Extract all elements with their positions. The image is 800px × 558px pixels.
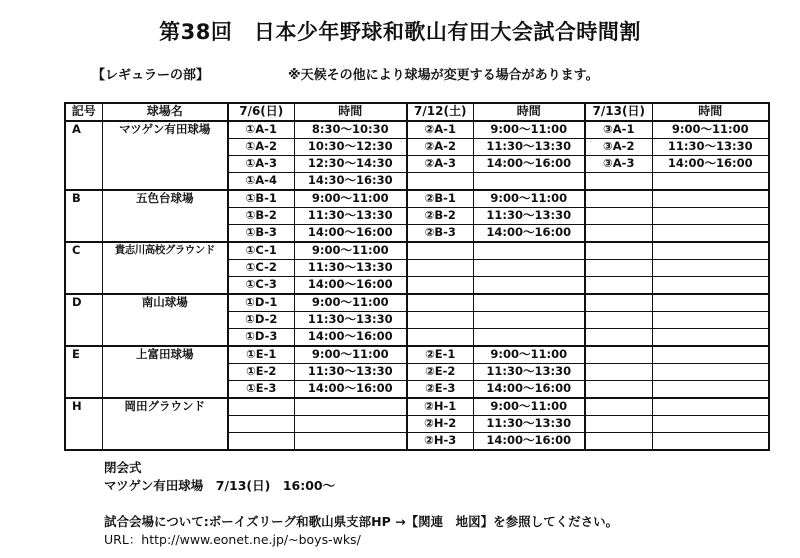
venue-code: E xyxy=(65,346,102,398)
game-1-time xyxy=(294,433,407,451)
game-3-time xyxy=(652,208,769,225)
game-3-id xyxy=(585,260,652,277)
game-2-id: ②B-2 xyxy=(407,208,473,225)
venue-note: 試合会場について:ボーイズリーグ和歌山県支部HP →【関連 地図】を参照してください。 xyxy=(104,514,619,529)
header-time-1: 時間 xyxy=(294,103,407,121)
game-3-id xyxy=(585,277,652,295)
game-3-time xyxy=(652,312,769,329)
game-1-id: ①A-2 xyxy=(228,139,294,156)
header-time-3: 時間 xyxy=(652,103,769,121)
game-3-time xyxy=(652,381,769,399)
game-3-time xyxy=(652,294,769,312)
game-1-time: 11:30～13:30 xyxy=(294,208,407,225)
game-2-time: 14:00～16:00 xyxy=(473,156,585,173)
game-1-id: ①E-3 xyxy=(228,381,294,399)
game-3-id: ③A-1 xyxy=(585,121,652,139)
game-1-id: ①C-3 xyxy=(228,277,294,295)
game-1-id: ①E-1 xyxy=(228,346,294,364)
game-1-id: ①A-3 xyxy=(228,156,294,173)
game-2-id xyxy=(407,277,473,295)
venue-name: 上富田球場 xyxy=(102,346,228,398)
game-3-time xyxy=(652,173,769,191)
game-2-time xyxy=(473,294,585,312)
game-3-id xyxy=(585,416,652,433)
game-2-id xyxy=(407,173,473,191)
game-2-time: 9:00～11:00 xyxy=(473,121,585,139)
header-date-2: 7/12(土) xyxy=(407,103,473,121)
venue-code: D xyxy=(65,294,102,346)
game-3-time xyxy=(652,242,769,260)
game-3-time xyxy=(652,346,769,364)
game-3-id: ③A-3 xyxy=(585,156,652,173)
game-1-id: ①C-2 xyxy=(228,260,294,277)
game-2-id: ②H-1 xyxy=(407,398,473,416)
game-2-time xyxy=(473,260,585,277)
game-1-time: 10:30～12:30 xyxy=(294,139,407,156)
game-1-id: ①B-2 xyxy=(228,208,294,225)
game-1-time: 11:30～13:30 xyxy=(294,364,407,381)
game-1-time: 14:00～16:00 xyxy=(294,329,407,347)
game-1-time: 9:00～11:00 xyxy=(294,294,407,312)
game-1-time: 9:00～11:00 xyxy=(294,242,407,260)
game-2-id: ②A-3 xyxy=(407,156,473,173)
game-3-time: 9:00～11:00 xyxy=(652,121,769,139)
closing-ceremony-title: 閉会式 xyxy=(104,460,142,475)
game-2-time: 9:00～11:00 xyxy=(473,346,585,364)
game-2-id: ②E-3 xyxy=(407,381,473,399)
game-1-time xyxy=(294,416,407,433)
game-1-id: ①B-3 xyxy=(228,225,294,243)
venue-name: 五色台球場 xyxy=(102,190,228,242)
game-1-id: ①A-1 xyxy=(228,121,294,139)
game-3-id xyxy=(585,225,652,243)
game-2-time xyxy=(473,312,585,329)
table-row xyxy=(65,242,769,260)
game-3-id xyxy=(585,294,652,312)
game-3-time xyxy=(652,225,769,243)
game-3-time xyxy=(652,398,769,416)
venue-name: 南山球場 xyxy=(102,294,228,346)
game-3-id xyxy=(585,242,652,260)
table-row xyxy=(65,294,769,312)
game-2-time xyxy=(473,173,585,191)
game-3-id xyxy=(585,312,652,329)
game-1-id: ①C-1 xyxy=(228,242,294,260)
url-link[interactable]: URL：http://www.eonet.ne.jp/~boys-wks/ xyxy=(104,532,361,547)
game-3-id xyxy=(585,364,652,381)
game-1-time: 14:30～16:30 xyxy=(294,173,407,191)
game-2-time: 14:00～16:00 xyxy=(473,381,585,399)
game-3-id xyxy=(585,433,652,451)
game-3-time xyxy=(652,277,769,295)
game-2-id: ②B-3 xyxy=(407,225,473,243)
game-2-id: ②B-1 xyxy=(407,190,473,208)
page-title: 第38回 日本少年野球和歌山有田大会試合時間割 xyxy=(159,20,641,44)
game-2-id: ②E-1 xyxy=(407,346,473,364)
table-row xyxy=(65,398,769,416)
game-3-id: ③A-2 xyxy=(585,139,652,156)
game-1-time: 11:30～13:30 xyxy=(294,260,407,277)
game-2-id xyxy=(407,242,473,260)
game-1-time: 12:30～14:30 xyxy=(294,156,407,173)
game-2-time: 14:00～16:00 xyxy=(473,433,585,451)
game-3-id xyxy=(585,346,652,364)
game-2-id: ②A-1 xyxy=(407,121,473,139)
venue-name: 岡田グラウンド xyxy=(102,398,228,450)
game-1-time: 8:30～10:30 xyxy=(294,121,407,139)
header-code: 記号 xyxy=(65,103,102,121)
game-2-time xyxy=(473,242,585,260)
game-1-time xyxy=(294,398,407,416)
venue-code: C xyxy=(65,242,102,294)
game-2-time: 11:30～13:30 xyxy=(473,139,585,156)
game-3-time xyxy=(652,260,769,277)
venue-code: B xyxy=(65,190,102,242)
table-row xyxy=(65,346,769,364)
schedule-table xyxy=(64,102,770,451)
game-3-id xyxy=(585,208,652,225)
game-1-id: ①D-2 xyxy=(228,312,294,329)
game-1-time: 14:00～16:00 xyxy=(294,381,407,399)
table-row xyxy=(65,190,769,208)
game-1-time: 11:30～13:30 xyxy=(294,312,407,329)
game-2-id: ②E-2 xyxy=(407,364,473,381)
game-1-time: 14:00～16:00 xyxy=(294,277,407,295)
game-2-time: 14:00～16:00 xyxy=(473,225,585,243)
venue-code: H xyxy=(65,398,102,450)
game-2-id xyxy=(407,329,473,347)
division-label: 【レギュラーの部】 xyxy=(92,68,210,83)
game-3-id xyxy=(585,329,652,347)
table-row xyxy=(65,121,769,139)
game-3-id xyxy=(585,381,652,399)
game-2-id: ②A-2 xyxy=(407,139,473,156)
game-3-time xyxy=(652,329,769,347)
header-venue: 球場名 xyxy=(102,103,228,121)
game-1-id xyxy=(228,433,294,451)
game-1-id xyxy=(228,416,294,433)
game-1-id: ①E-2 xyxy=(228,364,294,381)
game-2-time: 11:30～13:30 xyxy=(473,416,585,433)
game-1-id: ①D-1 xyxy=(228,294,294,312)
game-1-time: 9:00～11:00 xyxy=(294,346,407,364)
game-2-id xyxy=(407,260,473,277)
venue-code: A xyxy=(65,121,102,190)
venue-name: マツゲン有田球場 xyxy=(102,121,228,190)
game-3-time xyxy=(652,433,769,451)
game-3-time: 14:00～16:00 xyxy=(652,156,769,173)
header-date-1: 7/6(日) xyxy=(228,103,294,121)
game-2-id xyxy=(407,294,473,312)
weather-notice: ※天候その他により球場が変更する場合があります。 xyxy=(288,68,599,83)
game-3-id xyxy=(585,398,652,416)
game-2-time: 9:00～11:00 xyxy=(473,190,585,208)
game-2-time: 11:30～13:30 xyxy=(473,208,585,225)
game-2-id: ②H-3 xyxy=(407,433,473,451)
header-date-3: 7/13(日) xyxy=(585,103,652,121)
game-3-id xyxy=(585,173,652,191)
game-2-time xyxy=(473,277,585,295)
header-time-2: 時間 xyxy=(473,103,585,121)
game-3-time xyxy=(652,190,769,208)
game-1-id: ①D-3 xyxy=(228,329,294,347)
closing-ceremony-detail: マツゲン有田球場 7/13(日) 16:00～ xyxy=(104,478,336,493)
table-header-row xyxy=(65,103,769,121)
game-2-id: ②H-2 xyxy=(407,416,473,433)
game-2-time xyxy=(473,329,585,347)
game-1-id: ①A-4 xyxy=(228,173,294,191)
game-2-time: 9:00～11:00 xyxy=(473,398,585,416)
game-3-time xyxy=(652,364,769,381)
game-3-time xyxy=(652,416,769,433)
venue-name: 貴志川高校グラウンド xyxy=(102,242,228,294)
game-1-time: 9:00～11:00 xyxy=(294,190,407,208)
game-3-id xyxy=(585,190,652,208)
game-1-time: 14:00～16:00 xyxy=(294,225,407,243)
game-1-id xyxy=(228,398,294,416)
game-2-time: 11:30～13:30 xyxy=(473,364,585,381)
game-3-time: 11:30～13:30 xyxy=(652,139,769,156)
game-2-id xyxy=(407,312,473,329)
game-1-id: ①B-1 xyxy=(228,190,294,208)
